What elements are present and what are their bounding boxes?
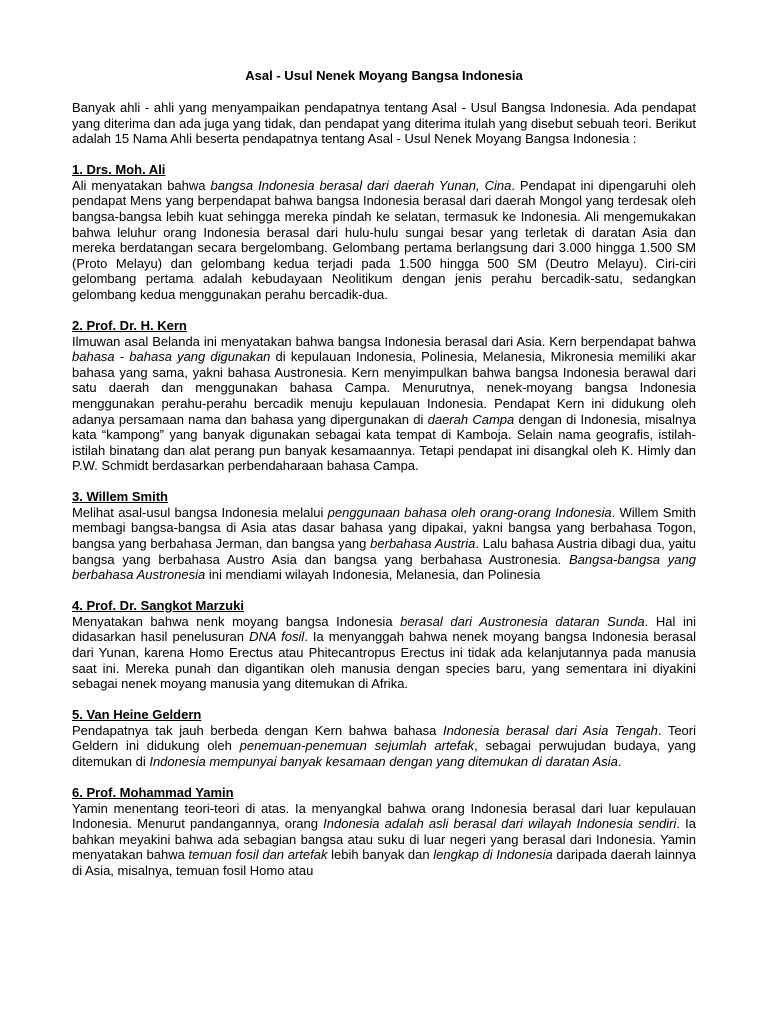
body-text: . Lalu bahasa Austria dibagi dua, yaitu bangsa yang berbahasa Austro Asia dan bangsa yang berbahasa Austronesia. — [72, 536, 696, 567]
body-text: . Hal ini didasarkan hasil penelusuran — [72, 613, 696, 645]
italic-text: temuan fosil dan artefak — [188, 847, 328, 863]
document-title: Asal - Usul Nenek Moyang Bangsa Indonesia — [245, 68, 523, 83]
italic-text: Bangsa-bangsa yang berbahasa Austronesia — [72, 551, 697, 583]
section — [72, 785, 696, 879]
section-heading: 6. Prof. Mohammad Yamin — [72, 784, 234, 800]
italic-text: DNA fosil — [249, 629, 305, 645]
italic-text: penggunaan bahasa oleh orang-orang Indonesia — [327, 504, 612, 520]
section — [72, 489, 696, 583]
body-text: , sebagai perwujudan budaya, yang ditemukan di — [72, 738, 696, 769]
body-text: daripada daerah lainnya di Asia, misalnya, temuan fosil Homo atau — [72, 847, 697, 878]
body-text: Ilmuwan asal Belanda ini menyatakan bahwa bangsa Indonesia berasal dari Asia. Kern berpendapat bahwa — [72, 333, 696, 349]
italic-text: lengkap di Indonesia — [433, 847, 553, 863]
body-text: . Ia menyanggah bahwa nenek moyang bangsa Indonesia berasal dari Yunan, karena Homo Erectus atau Phitecantropus Erectus ini tidak ada kelanjutannya pada manusia saat ini. Mereka punah dan digantikan oleh manusia dengan species baru, yang sementara ini diyakini sebagai nenek moyang manusia yang ditemukan di Afrika. — [72, 629, 696, 692]
body-text: Pendapatnya tak jauh berbeda dengan Kern bahwa bahasa — [72, 722, 443, 738]
section-heading: 2. Prof. Dr. H. Kern — [72, 317, 187, 333]
italic-text: bahasa - bahasa yang digunakan — [72, 349, 271, 365]
section-body — [72, 178, 696, 303]
section-body — [72, 505, 696, 583]
italic-text: Indonesia berasal dari Asia Tengah — [442, 722, 658, 738]
section — [72, 318, 696, 474]
italic-text: berasal dari Austronesia dataran Sunda — [400, 613, 645, 629]
section-body — [72, 334, 696, 474]
section — [72, 707, 696, 770]
section — [72, 162, 696, 303]
sections-container — [72, 162, 696, 879]
body-text: Yamin menentang teori-teori di atas. Ia menyangkal bahwa orang Indonesia berasal dari luar kepulauan Indonesia. Menurut pandangannya, orang — [72, 800, 696, 832]
body-text: dengan di Indonesia, misalnya kata “kampong” yang banyak digunakan sebagai kata tempat di Kamboja. Selain nama geografis, istilah-istilah binatang dan alat perang pun banyak kesamaannya. Tetapi pendapat ini disangkal oleh K. Himly dan P.W. Schmidt berdasarkan perbendaharaan bahasa Campa. — [72, 411, 697, 474]
italic-text: penemuan-penemuan sejumlah artefak — [239, 738, 475, 754]
body-text: Ali menyatakan bahwa — [72, 177, 211, 193]
italic-text: Indonesia mempunyai banyak kesamaan dengan yang ditemukan di daratan Asia — [149, 754, 618, 769]
body-text: ini mendiami wilayah Indonesia, Melanesia, dan Polinesia — [205, 567, 541, 583]
section-body — [72, 723, 696, 770]
body-text: lebih banyak dan — [327, 847, 434, 863]
body-text: . Pendapat ini dipengaruhi oleh pendapat Mens yang berpendapat bahwa bangsa Indonesia berasal dari daerah Mongol yang terdesak oleh bangsa-bangsa lebih kuat sehingga mereka pindah ke selatan, termasuk ke Indonesia. Ali mengemukakan bahwa leluhur orang Indonesia berasal dari hulu-hulu sungai besar yang terletak di daratan Asia dan mereka berdatangan secara bergelombang. Gelombang pertama berlangsung dari 3.000 hingga 1.500 SM (Proto Melayu) dan gelombang kedua terjadi pada 1.500 hingga 500 SM (Deutro Melayu). Ciri-ciri gelombang pertama adalah kebudayaan Neolitikum dengan jenis perahu bercadik-satu, sedangkan gelombang kedua menggunakan perahu bercadik-dua. — [72, 177, 696, 302]
body-text: . Willem Smith membagi bangsa-bangsa di Asia atas dasar bahasa yang dipakai, yakni bangsa yang berbahasa Togon, bangsa yang berbahasa Jerman, dan bangsa yang — [72, 504, 696, 552]
italic-text: Indonesia adalah asli berasal dari wilayah Indonesia sendiri — [323, 816, 677, 832]
body-text: di kepulauan Indonesia, Polinesia, Melanesia, Mikronesia memiliki akar bahasa yang sama, yakni bahasa Austronesia. Kern menyimpulkan bahwa bangsa Indonesia berawal dari satu daerah dan menggunakan bahasa Campa. Menurutnya, nenek-moyang bangsa Indonesia menggunakan perahu-perahu bercadik menuju kepulauan Indonesia. Pendapat Kern ini didukung oleh adanya persamaan nama dan bahasa yang dipergunakan di — [72, 349, 696, 427]
body-text: . Teori Geldern ini didukung oleh — [72, 722, 696, 754]
italic-text: daerah Campa — [427, 411, 515, 427]
italic-text: berbahasa Austria — [370, 536, 476, 552]
section-body — [72, 614, 696, 692]
section-heading: 4. Prof. Dr. Sangkot Marzuki — [72, 597, 244, 613]
body-text: . — [617, 754, 622, 769]
section-heading: 3. Willem Smith — [72, 488, 168, 504]
body-text: Menyatakan bahwa nenk moyang bangsa Indonesia — [72, 613, 401, 629]
section-body — [72, 801, 696, 879]
section-heading: 1. Drs. Moh. Ali — [72, 161, 166, 177]
section — [72, 598, 696, 692]
body-text: Melihat asal-usul bangsa Indonesia melalui — [72, 504, 328, 520]
section-heading: 5. Van Heine Geldern — [72, 706, 202, 722]
italic-text: bangsa Indonesia berasal dari daerah Yunan, Cina — [210, 177, 512, 193]
intro-paragraph: Banyak ahli - ahli yang menyampaikan pendapatnya tentang Asal - Usul Bangsa Indonesia. Ada pendapat yang diterima dan ada juga yang tidak, dan pendapat yang diterima itulah yang disebut sebuah teori. Berikut adalah 15 Nama Ahli beserta pendapatnya tentang Asal - Usul Nenek Moyang Bangsa Indonesia : — [72, 100, 696, 147]
body-text: . Ia bahkan meyakini bahwa ada sebagian bangsa atau suku di luar negeri yang berasal dari Indonesia. Yamin menyatakan bahwa — [72, 816, 696, 863]
